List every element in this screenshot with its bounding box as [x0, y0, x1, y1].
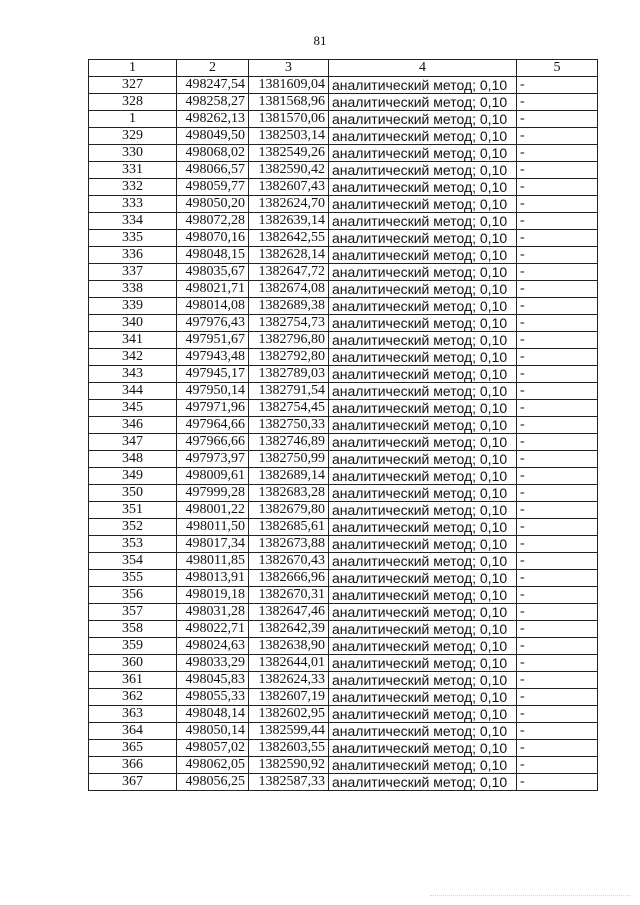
note-cell: - — [517, 162, 598, 179]
point-number-cell: 354 — [89, 553, 177, 570]
table-row — [89, 689, 598, 706]
y-coordinate-cell: 1382674,08 — [249, 281, 329, 298]
table-row — [89, 383, 598, 400]
note-cell: - — [517, 587, 598, 604]
y-coordinate-cell: 1382796,80 — [249, 332, 329, 349]
y-coordinate-cell: 1382791,54 — [249, 383, 329, 400]
method-cell: аналитический метод; 0,10 — [329, 213, 517, 230]
x-coordinate-cell: 497976,43 — [177, 315, 249, 332]
note-cell: - — [517, 145, 598, 162]
table-row — [89, 264, 598, 281]
note-cell: - — [517, 638, 598, 655]
page-number: 81 — [313, 33, 327, 48]
method-cell: аналитический метод; 0,10 — [329, 451, 517, 468]
x-coordinate-cell: 498062,05 — [177, 757, 249, 774]
x-coordinate-cell: 498021,71 — [177, 281, 249, 298]
header-cell-1: 1 — [89, 60, 177, 77]
point-number-cell: 350 — [89, 485, 177, 502]
note-cell: - — [517, 621, 598, 638]
note-cell: - — [517, 94, 598, 111]
x-coordinate-cell: 498059,77 — [177, 179, 249, 196]
point-number-cell: 340 — [89, 315, 177, 332]
x-coordinate-cell: 497943,48 — [177, 349, 249, 366]
point-number-cell: 349 — [89, 468, 177, 485]
x-coordinate-cell: 498014,08 — [177, 298, 249, 315]
y-coordinate-cell: 1382628,14 — [249, 247, 329, 264]
x-coordinate-cell: 498055,33 — [177, 689, 249, 706]
y-coordinate-cell: 1382607,19 — [249, 689, 329, 706]
method-cell: аналитический метод; 0,10 — [329, 740, 517, 757]
table-row — [89, 621, 598, 638]
note-cell: - — [517, 604, 598, 621]
method-cell: аналитический метод; 0,10 — [329, 587, 517, 604]
note-cell: - — [517, 451, 598, 468]
y-coordinate-cell: 1382750,33 — [249, 417, 329, 434]
x-coordinate-cell: 498072,28 — [177, 213, 249, 230]
x-coordinate-cell: 498031,28 — [177, 604, 249, 621]
y-coordinate-cell: 1382647,72 — [249, 264, 329, 281]
table-row — [89, 128, 598, 145]
y-coordinate-cell: 1382679,80 — [249, 502, 329, 519]
method-cell: аналитический метод; 0,10 — [329, 179, 517, 196]
method-cell: аналитический метод; 0,10 — [329, 757, 517, 774]
y-coordinate-cell: 1382639,14 — [249, 213, 329, 230]
point-number-cell: 343 — [89, 366, 177, 383]
method-cell: аналитический метод; 0,10 — [329, 502, 517, 519]
x-coordinate-cell: 497964,66 — [177, 417, 249, 434]
table-row — [89, 281, 598, 298]
table-row — [89, 434, 598, 451]
point-number-cell: 362 — [89, 689, 177, 706]
table-row — [89, 757, 598, 774]
point-number-cell: 339 — [89, 298, 177, 315]
note-cell: - — [517, 553, 598, 570]
x-coordinate-cell: 498022,71 — [177, 621, 249, 638]
table-row — [89, 638, 598, 655]
method-cell: аналитический метод; 0,10 — [329, 638, 517, 655]
method-cell: аналитический метод; 0,10 — [329, 655, 517, 672]
table-row — [89, 145, 598, 162]
table-row — [89, 740, 598, 757]
point-number-cell: 366 — [89, 757, 177, 774]
table-row — [89, 162, 598, 179]
method-cell: аналитический метод; 0,10 — [329, 383, 517, 400]
point-number-cell: 332 — [89, 179, 177, 196]
x-coordinate-cell: 498068,02 — [177, 145, 249, 162]
method-cell: аналитический метод; 0,10 — [329, 247, 517, 264]
y-coordinate-cell: 1382673,88 — [249, 536, 329, 553]
table-row — [89, 655, 598, 672]
table-row — [89, 587, 598, 604]
point-number-cell: 353 — [89, 536, 177, 553]
method-cell: аналитический метод; 0,10 — [329, 723, 517, 740]
table-row — [89, 213, 598, 230]
method-cell: аналитический метод; 0,10 — [329, 145, 517, 162]
table-row — [89, 485, 598, 502]
point-number-cell: 360 — [89, 655, 177, 672]
table-row — [89, 774, 598, 791]
point-number-cell: 329 — [89, 128, 177, 145]
x-coordinate-cell: 498050,20 — [177, 196, 249, 213]
y-coordinate-cell: 1382683,28 — [249, 485, 329, 502]
table-row — [89, 570, 598, 587]
x-coordinate-cell: 497950,14 — [177, 383, 249, 400]
point-number-cell: 334 — [89, 213, 177, 230]
note-cell: - — [517, 434, 598, 451]
y-coordinate-cell: 1382789,03 — [249, 366, 329, 383]
table-row — [89, 553, 598, 570]
method-cell: аналитический метод; 0,10 — [329, 366, 517, 383]
note-cell: - — [517, 383, 598, 400]
table-row — [89, 196, 598, 213]
y-coordinate-cell: 1382642,39 — [249, 621, 329, 638]
note-cell: - — [517, 723, 598, 740]
note-cell: - — [517, 332, 598, 349]
scan-artifact — [430, 895, 630, 899]
point-number-cell: 344 — [89, 383, 177, 400]
header-cell-2: 2 — [177, 60, 249, 77]
method-cell: аналитический метод; 0,10 — [329, 485, 517, 502]
point-number-cell: 345 — [89, 400, 177, 417]
y-coordinate-cell: 1382644,01 — [249, 655, 329, 672]
table-row — [89, 672, 598, 689]
note-cell: - — [517, 689, 598, 706]
x-coordinate-cell: 498045,83 — [177, 672, 249, 689]
point-number-cell: 337 — [89, 264, 177, 281]
point-number-cell: 333 — [89, 196, 177, 213]
x-coordinate-cell: 498048,15 — [177, 247, 249, 264]
method-cell: аналитический метод; 0,10 — [329, 315, 517, 332]
note-cell: - — [517, 315, 598, 332]
note-cell: - — [517, 366, 598, 383]
method-cell: аналитический метод; 0,10 — [329, 536, 517, 553]
point-number-cell: 327 — [89, 77, 177, 94]
x-coordinate-cell: 498013,91 — [177, 570, 249, 587]
method-cell: аналитический метод; 0,10 — [329, 672, 517, 689]
point-number-cell: 347 — [89, 434, 177, 451]
method-cell: аналитический метод; 0,10 — [329, 264, 517, 281]
x-coordinate-cell: 498050,14 — [177, 723, 249, 740]
table-row — [89, 468, 598, 485]
y-coordinate-cell: 1382685,61 — [249, 519, 329, 536]
y-coordinate-cell: 1381570,06 — [249, 111, 329, 128]
x-coordinate-cell: 498262,13 — [177, 111, 249, 128]
note-cell: - — [517, 417, 598, 434]
note-cell: - — [517, 179, 598, 196]
note-cell: - — [517, 570, 598, 587]
y-coordinate-cell: 1382670,31 — [249, 587, 329, 604]
method-cell: аналитический метод; 0,10 — [329, 400, 517, 417]
y-coordinate-cell: 1382599,44 — [249, 723, 329, 740]
method-cell: аналитический метод; 0,10 — [329, 621, 517, 638]
note-cell: - — [517, 485, 598, 502]
note-cell: - — [517, 740, 598, 757]
table-row — [89, 706, 598, 723]
y-coordinate-cell: 1381568,96 — [249, 94, 329, 111]
table-row — [89, 519, 598, 536]
table-row — [89, 604, 598, 621]
method-cell: аналитический метод; 0,10 — [329, 196, 517, 213]
y-coordinate-cell: 1382587,33 — [249, 774, 329, 791]
point-number-cell: 367 — [89, 774, 177, 791]
method-cell: аналитический метод; 0,10 — [329, 774, 517, 791]
method-cell: аналитический метод; 0,10 — [329, 128, 517, 145]
x-coordinate-cell: 498056,25 — [177, 774, 249, 791]
x-coordinate-cell: 498019,18 — [177, 587, 249, 604]
y-coordinate-cell: 1382624,33 — [249, 672, 329, 689]
y-coordinate-cell: 1382647,46 — [249, 604, 329, 621]
y-coordinate-cell: 1382750,99 — [249, 451, 329, 468]
method-cell: аналитический метод; 0,10 — [329, 706, 517, 723]
point-number-cell: 330 — [89, 145, 177, 162]
note-cell: - — [517, 519, 598, 536]
x-coordinate-cell: 498009,61 — [177, 468, 249, 485]
header-cell-5: 5 — [517, 60, 598, 77]
x-coordinate-cell: 498048,14 — [177, 706, 249, 723]
y-coordinate-cell: 1382602,95 — [249, 706, 329, 723]
point-number-cell: 335 — [89, 230, 177, 247]
point-number-cell: 338 — [89, 281, 177, 298]
x-coordinate-cell: 498017,34 — [177, 536, 249, 553]
note-cell: - — [517, 247, 598, 264]
table-row — [89, 247, 598, 264]
method-cell: аналитический метод; 0,10 — [329, 434, 517, 451]
x-coordinate-cell: 498011,85 — [177, 553, 249, 570]
method-cell: аналитический метод; 0,10 — [329, 417, 517, 434]
point-number-cell: 364 — [89, 723, 177, 740]
header-cell-3: 3 — [249, 60, 329, 77]
table-row — [89, 111, 598, 128]
point-number-cell: 358 — [89, 621, 177, 638]
x-coordinate-cell: 498024,63 — [177, 638, 249, 655]
x-coordinate-cell: 498035,67 — [177, 264, 249, 281]
note-cell: - — [517, 111, 598, 128]
point-number-cell: 352 — [89, 519, 177, 536]
y-coordinate-cell: 1382607,43 — [249, 179, 329, 196]
table-row — [89, 94, 598, 111]
y-coordinate-cell: 1382754,73 — [249, 315, 329, 332]
y-coordinate-cell: 1382590,92 — [249, 757, 329, 774]
x-coordinate-cell: 498033,29 — [177, 655, 249, 672]
point-number-cell: 357 — [89, 604, 177, 621]
method-cell: аналитический метод; 0,10 — [329, 298, 517, 315]
x-coordinate-cell: 498001,22 — [177, 502, 249, 519]
y-coordinate-cell: 1382603,55 — [249, 740, 329, 757]
method-cell: аналитический метод; 0,10 — [329, 230, 517, 247]
method-cell: аналитический метод; 0,10 — [329, 332, 517, 349]
note-cell: - — [517, 230, 598, 247]
method-cell: аналитический метод; 0,10 — [329, 349, 517, 366]
point-number-cell: 365 — [89, 740, 177, 757]
table-row — [89, 315, 598, 332]
y-coordinate-cell: 1382503,14 — [249, 128, 329, 145]
y-coordinate-cell: 1382746,89 — [249, 434, 329, 451]
note-cell: - — [517, 349, 598, 366]
x-coordinate-cell: 497973,97 — [177, 451, 249, 468]
y-coordinate-cell: 1382754,45 — [249, 400, 329, 417]
x-coordinate-cell: 498258,27 — [177, 94, 249, 111]
note-cell: - — [517, 264, 598, 281]
point-number-cell: 342 — [89, 349, 177, 366]
x-coordinate-cell: 497966,66 — [177, 434, 249, 451]
note-cell: - — [517, 655, 598, 672]
method-cell: аналитический метод; 0,10 — [329, 604, 517, 621]
note-cell: - — [517, 281, 598, 298]
note-cell: - — [517, 757, 598, 774]
point-number-cell: 336 — [89, 247, 177, 264]
method-cell: аналитический метод; 0,10 — [329, 468, 517, 485]
y-coordinate-cell: 1382670,43 — [249, 553, 329, 570]
table-row — [89, 298, 598, 315]
note-cell: - — [517, 77, 598, 94]
point-number-cell: 348 — [89, 451, 177, 468]
point-number-cell: 341 — [89, 332, 177, 349]
note-cell: - — [517, 196, 598, 213]
point-number-cell: 1 — [89, 111, 177, 128]
header-cell-4: 4 — [329, 60, 517, 77]
table-row — [89, 349, 598, 366]
method-cell: аналитический метод; 0,10 — [329, 553, 517, 570]
table-row — [89, 536, 598, 553]
note-cell: - — [517, 774, 598, 791]
table-row — [89, 77, 598, 94]
y-coordinate-cell: 1381609,04 — [249, 77, 329, 94]
note-cell: - — [517, 672, 598, 689]
point-number-cell: 346 — [89, 417, 177, 434]
point-number-cell: 331 — [89, 162, 177, 179]
method-cell: аналитический метод; 0,10 — [329, 111, 517, 128]
table-header-row — [89, 60, 598, 77]
table-row — [89, 366, 598, 383]
method-cell: аналитический метод; 0,10 — [329, 94, 517, 111]
table-row — [89, 179, 598, 196]
table-body — [89, 60, 598, 791]
note-cell: - — [517, 400, 598, 417]
method-cell: аналитический метод; 0,10 — [329, 570, 517, 587]
x-coordinate-cell: 497951,67 — [177, 332, 249, 349]
note-cell: - — [517, 536, 598, 553]
x-coordinate-cell: 498070,16 — [177, 230, 249, 247]
y-coordinate-cell: 1382590,42 — [249, 162, 329, 179]
y-coordinate-cell: 1382638,90 — [249, 638, 329, 655]
y-coordinate-cell: 1382792,80 — [249, 349, 329, 366]
method-cell: аналитический метод; 0,10 — [329, 281, 517, 298]
x-coordinate-cell: 498049,50 — [177, 128, 249, 145]
table-row — [89, 230, 598, 247]
method-cell: аналитический метод; 0,10 — [329, 689, 517, 706]
point-number-cell: 355 — [89, 570, 177, 587]
x-coordinate-cell: 497999,28 — [177, 485, 249, 502]
y-coordinate-cell: 1382666,96 — [249, 570, 329, 587]
table-row — [89, 451, 598, 468]
point-number-cell: 361 — [89, 672, 177, 689]
method-cell: аналитический метод; 0,10 — [329, 77, 517, 94]
table-row — [89, 723, 598, 740]
table-row — [89, 417, 598, 434]
y-coordinate-cell: 1382549,26 — [249, 145, 329, 162]
y-coordinate-cell: 1382624,70 — [249, 196, 329, 213]
note-cell: - — [517, 706, 598, 723]
y-coordinate-cell: 1382689,38 — [249, 298, 329, 315]
x-coordinate-cell: 498057,02 — [177, 740, 249, 757]
note-cell: - — [517, 213, 598, 230]
x-coordinate-cell: 498247,54 — [177, 77, 249, 94]
note-cell: - — [517, 502, 598, 519]
point-number-cell: 359 — [89, 638, 177, 655]
x-coordinate-cell: 497945,17 — [177, 366, 249, 383]
x-coordinate-cell: 498011,50 — [177, 519, 249, 536]
point-number-cell: 356 — [89, 587, 177, 604]
method-cell: аналитический метод; 0,10 — [329, 519, 517, 536]
x-coordinate-cell: 498066,57 — [177, 162, 249, 179]
x-coordinate-cell: 497971,96 — [177, 400, 249, 417]
table-row — [89, 400, 598, 417]
coordinates-table — [88, 59, 598, 791]
y-coordinate-cell: 1382642,55 — [249, 230, 329, 247]
point-number-cell: 328 — [89, 94, 177, 111]
note-cell: - — [517, 468, 598, 485]
point-number-cell: 351 — [89, 502, 177, 519]
method-cell: аналитический метод; 0,10 — [329, 162, 517, 179]
table-row — [89, 502, 598, 519]
note-cell: - — [517, 298, 598, 315]
table-row — [89, 332, 598, 349]
y-coordinate-cell: 1382689,14 — [249, 468, 329, 485]
note-cell: - — [517, 128, 598, 145]
point-number-cell: 363 — [89, 706, 177, 723]
